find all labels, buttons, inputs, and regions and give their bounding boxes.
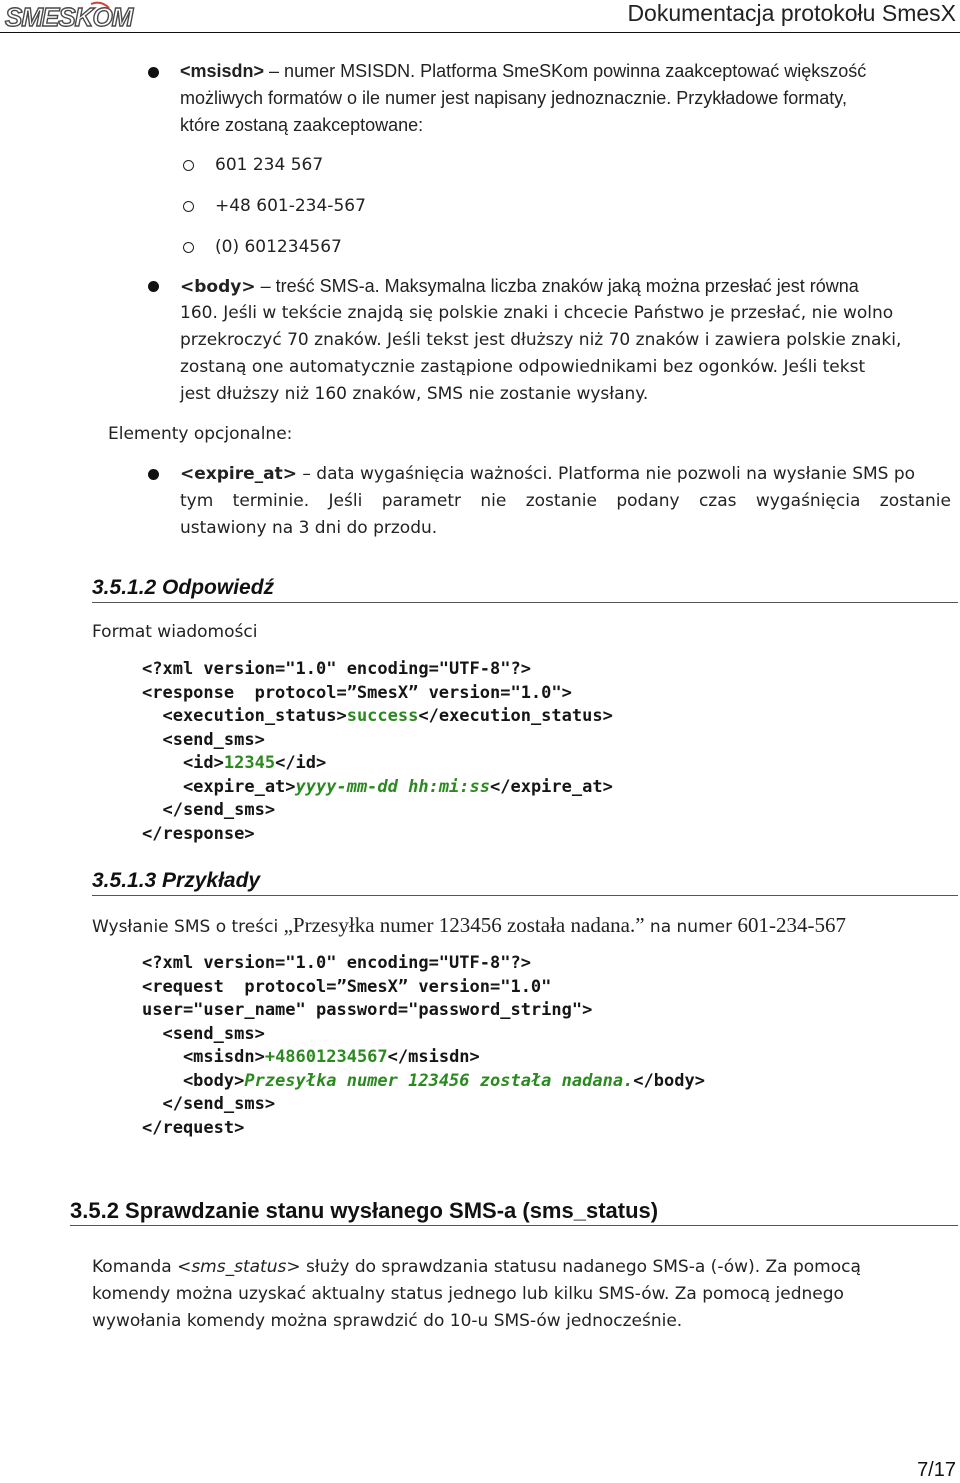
format-label: Format wiadomości	[92, 622, 258, 642]
body-line-2: 160. Jeśli w tekście znajdą się polskie znaki i chcecie Państwo je przesłać, nie wolno	[180, 303, 894, 323]
expire-line-1: <expire_at> – data wygaśnięcia ważności. Platforma nie pozwoli na wysłanie SMS po	[180, 464, 916, 484]
section-heading-response: 3.5.1.2 Odpowiedź	[92, 576, 275, 599]
code-line: <send_sms>	[142, 729, 265, 750]
body-line-4: zostaną one automatycznie zastąpione odpowiednikami bez ogonków. Jeśli tekst	[180, 357, 866, 377]
bullet-icon	[148, 469, 159, 480]
expire-tag: <expire_at>	[180, 464, 297, 484]
bullet-icon	[148, 67, 159, 78]
status-line-1: Komanda <sms_status> służy do sprawdzania statusu nadanego SMS-a (-ów). Za pomocą	[92, 1257, 861, 1277]
code-line: <expire_at>yyyy-mm-dd hh:mi:ss</expire_at>	[142, 776, 613, 797]
header-divider	[0, 32, 960, 33]
code-line: </send_sms>	[142, 1094, 276, 1114]
status-line-2: komendy można uzyskać aktualny status jednego lub kilku SMS-ów. Za pomocą jednego	[92, 1284, 844, 1304]
msisdn-line-2: możliwych formatów o ile numer jest napisany jednoznacznie. Przykładowe formaty,	[180, 88, 847, 108]
page-number: 7/17	[917, 1459, 956, 1481]
code-line: </response>	[142, 823, 255, 844]
code-line: <response protocol=”SmesX” version="1.0">	[142, 682, 572, 703]
circle-bullet-icon	[183, 160, 194, 171]
msisdn-line-3: które zostaną zaakceptowane:	[180, 115, 424, 135]
code-line: </request>	[142, 1117, 245, 1138]
circle-bullet-icon	[183, 242, 194, 253]
circle-bullet-icon	[183, 201, 194, 212]
code-line: <execution_status>success</execution_status>	[142, 706, 613, 726]
logo-text: SMESKOM	[5, 2, 133, 32]
body-line-3: przekroczyć 70 znaków. Jeśli tekst jest dłuższy niż 70 znaków i zawiera polskie znaki,	[180, 330, 902, 350]
bullet-icon	[148, 281, 159, 292]
code-value: +48601234567	[264, 1047, 388, 1067]
code-line: </send_sms>	[142, 800, 276, 820]
body-line-5: jest dłuższy niż 160 znaków, SMS nie zostanie wysłany.	[180, 384, 649, 404]
section-heading-sms-status: 3.5.2 Sprawdzanie stanu wysłanego SMS-a (sms_status)	[70, 1198, 659, 1223]
expire-line-3: ustawiony na 3 dni do przodu.	[180, 518, 438, 538]
code-line: <?xml version="1.0" encoding="UTF-8"?>	[142, 953, 531, 973]
code-value: yyyy-mm-dd hh:mi:ss	[295, 776, 490, 797]
msisdn-format-2: +48 601-234-567	[215, 196, 366, 216]
code-line: user="user_name" password="password_string">	[142, 1000, 593, 1020]
status-line-3: wywołania komendy można sprawdzić do 10-u SMS-ów jednocześnie.	[92, 1311, 683, 1331]
code-line: <msisdn>+48601234567</msisdn>	[142, 1047, 480, 1067]
section-heading-examples: 3.5.1.3 Przykłady	[92, 869, 261, 892]
code-line: <request protocol=”SmesX” version="1.0"	[142, 976, 552, 997]
body-line-1: <body> – treść SMS-a. Maksymalna liczba znaków jaką można przesłać jest równa	[180, 276, 859, 297]
code-line: <send_sms>	[142, 1023, 265, 1044]
heading-underline	[92, 895, 958, 896]
msisdn-format-3: (0) 601234567	[215, 237, 342, 257]
msisdn-format-1: 601 234 567	[215, 155, 324, 175]
example-intro: Wysłanie SMS o treści „Przesyłka numer 123456 została nadana.” na numer 601-234-567	[92, 913, 846, 937]
code-value: success	[346, 706, 419, 726]
smeskom-logo	[3, 0, 163, 32]
code-line: <id>12345</id>	[142, 753, 327, 773]
optional-elements-label: Elementy opcjonalne:	[108, 424, 293, 444]
expire-line-2: tym terminie. Jeśli parametr nie zostanie podany czas wygaśnięcia zostanie	[180, 491, 951, 511]
heading-underline	[92, 602, 958, 603]
request-code-block	[142, 952, 705, 1140]
code-value: 12345	[223, 753, 276, 773]
example-number: 601-234-567	[737, 913, 846, 937]
response-code-block	[142, 658, 613, 846]
code-line: <body>Przesyłka numer 123456 została nadana.</body>	[142, 1070, 705, 1091]
code-line: <?xml version="1.0" encoding="UTF-8"?>	[142, 659, 531, 679]
body-tag: <body>	[180, 277, 256, 297]
msisdn-tag: <msisdn>	[180, 61, 265, 81]
sms-status-command: sms_status	[191, 1257, 287, 1277]
code-value: Przesyłka numer 123456 została nadana.	[244, 1070, 634, 1091]
msisdn-line-1: <msisdn> – numer MSISDN. Platforma SmeSKom powinna zaakceptować większość	[180, 61, 867, 81]
document-title: Dokumentacja protokołu SmesX	[627, 0, 956, 26]
heading-underline	[70, 1225, 958, 1226]
example-message: „Przesyłka numer 123456 została nadana.”	[283, 913, 645, 937]
